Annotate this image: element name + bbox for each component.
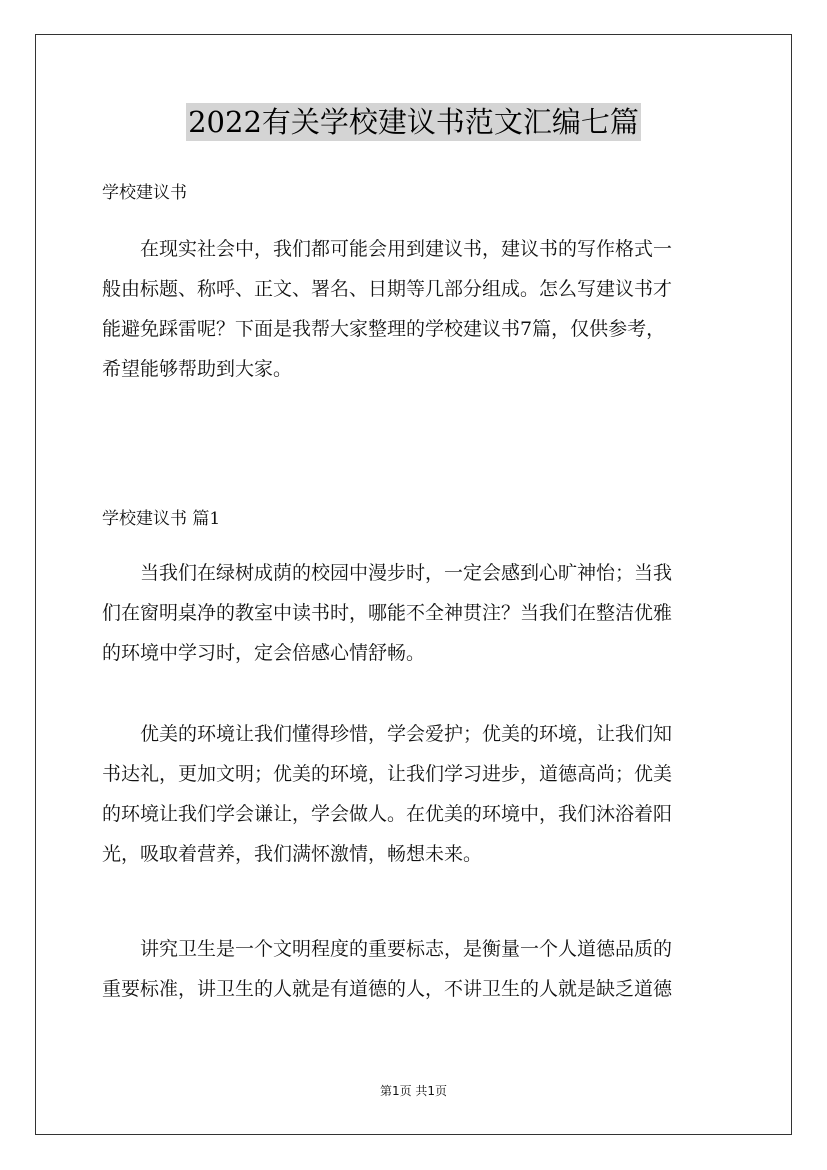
paragraph-line: 光，吸取着营养，我们满怀激情，畅想未来。 — [102, 843, 483, 865]
section-paragraph-1 — [102, 553, 728, 673]
title-container — [0, 103, 827, 141]
paragraph-line: 的环境让我们学会谦让，学会做人。在优美的环境中，我们沐浴着阳 — [102, 803, 673, 825]
paragraph-line: 希望能够帮助到大家。 — [102, 358, 293, 380]
paragraph-line: 当我们在绿树成荫的校园中漫步时，一定会感到心旷神怡；当我 — [140, 562, 673, 584]
paragraph-line: 般由标题、称呼、正文、署名、日期等几部分组成。怎么写建议书才 — [102, 278, 673, 300]
section-heading: 学校建议书 篇1 — [102, 509, 221, 529]
page-footer: 第1页 共1页 — [379, 1084, 448, 1098]
paragraph-line: 们在窗明桌净的教室中读书时，哪能不全神贯注？当我们在整洁优雅 — [102, 602, 673, 624]
paragraph-line: 优美的环境让我们懂得珍惜，学会爱护；优美的环境，让我们知 — [140, 723, 673, 745]
intro-heading: 学校建议书 — [102, 183, 187, 203]
paragraph-line: 书达礼，更加文明；优美的环境，让我们学习进步，道德高尚；优美 — [102, 763, 673, 785]
paragraph-line: 能避免踩雷呢？下面是我帮大家整理的学校建议书7篇，仅供参考， — [102, 318, 666, 340]
section-paragraph-3 — [102, 929, 728, 1009]
section-paragraph-2 — [102, 714, 728, 874]
intro-paragraph — [102, 229, 728, 389]
paragraph-line: 讲究卫生是一个文明程度的重要标志，是衡量一个人道德品质的 — [140, 938, 673, 960]
document-title: 2022有关学校建议书范文汇编七篇 — [188, 105, 639, 139]
paragraph-line: 重要标准，讲卫生的人就是有道德的人，不讲卫生的人就是缺乏道德 — [102, 978, 673, 1000]
paragraph-line: 在现实社会中，我们都可能会用到建议书，建议书的写作格式一 — [140, 238, 673, 260]
paragraph-line: 的环境中学习时，定会倍感心情舒畅。 — [102, 642, 426, 664]
